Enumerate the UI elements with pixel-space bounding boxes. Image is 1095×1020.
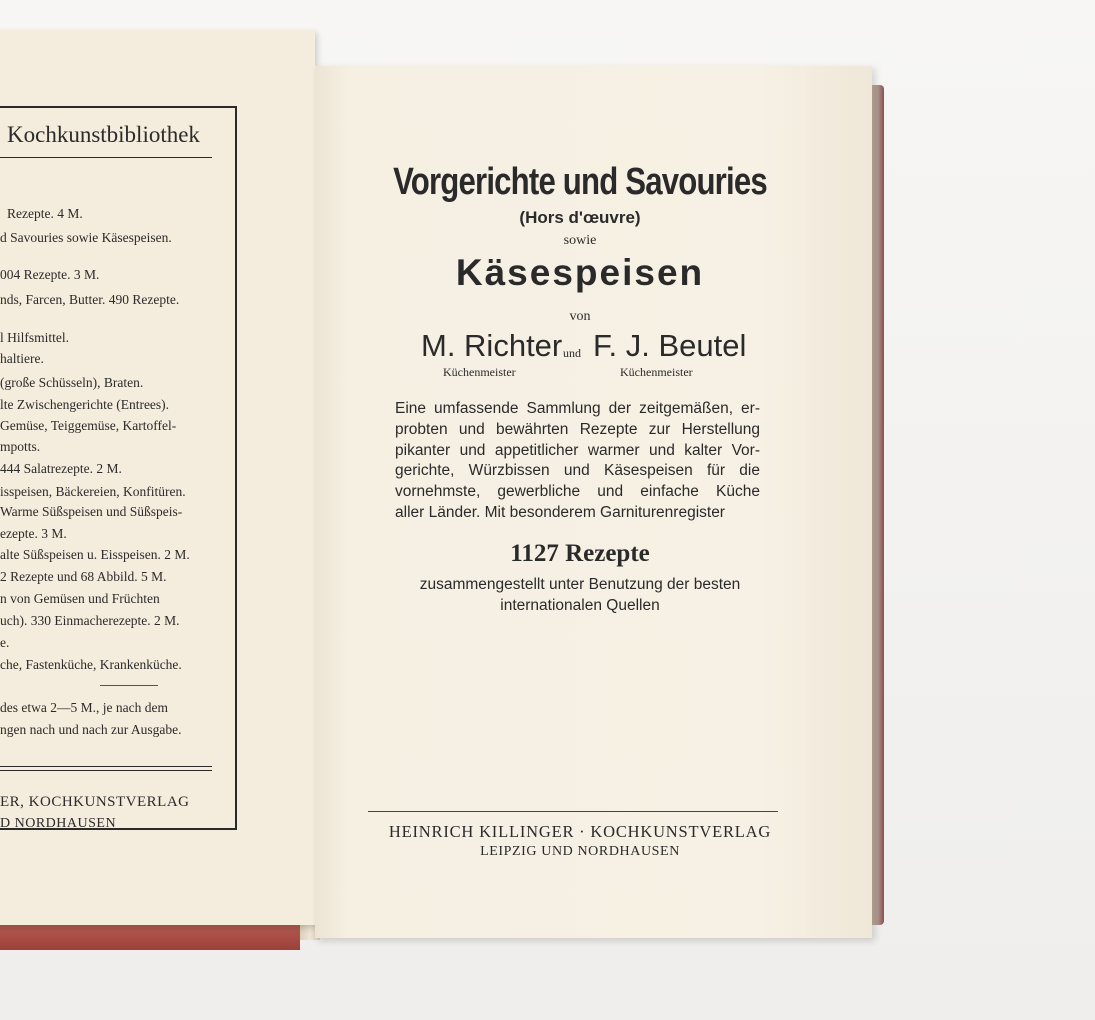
left-bottom-rule — [0, 766, 212, 767]
description-line: probten und bewährten Rezepte zur Herstellung — [395, 420, 760, 438]
left-line: Rezepte. 4 M. — [7, 206, 83, 221]
left-header-rule — [0, 157, 212, 158]
left-line: (große Schüsseln), Braten. — [0, 375, 144, 390]
left-line: nds, Farcen, Butter. 490 Rezepte. — [0, 292, 180, 307]
description-line: pikanter und appetitlicher warmer und kalter Vor- — [395, 441, 760, 459]
left-line: mpotts. — [0, 439, 41, 454]
compiled-line-1: zusammengestellt unter Benutzung der besten — [419, 576, 741, 593]
by-text: von — [569, 309, 591, 324]
left-location: D NORDHAUSEN — [0, 816, 117, 831]
left-line: isspeisen, Bäckereien, Konfitüren. — [0, 484, 186, 499]
left-line: des etwa 2—5 M., je nach dem — [0, 700, 168, 715]
left-line: Gemüse, Teiggemüse, Kartoffel- — [0, 418, 177, 433]
author-1-role: Küchenmeister — [443, 365, 516, 379]
left-line: Warme Süßspeisen und Süßspeis- — [0, 504, 183, 519]
publisher-name: HEINRICH KILLINGER · KOCHKUNSTVERLAG — [388, 822, 772, 841]
connector-text: sowie — [563, 233, 597, 248]
compiled-line-2: internationalen Quellen — [500, 597, 660, 614]
book-title: Vorgerichte und Savouries — [393, 161, 767, 203]
description-line: vornehmste, gewerbliche und einfache Küche — [395, 483, 760, 501]
publisher-rule — [368, 811, 778, 812]
description-line: Eine umfassende Sammlung der zeitgemäßen, er- — [395, 400, 760, 417]
left-line: uch). 330 Einmacherezepte. 2 M. — [0, 613, 180, 628]
right-page-title-page — [315, 66, 872, 938]
publisher-location: LEIPZIG UND NORDHAUSEN — [480, 844, 680, 859]
left-line: 2 Rezepte und 68 Abbild. 5 M. — [0, 569, 167, 584]
book-title-2: Käsespeisen — [455, 252, 705, 293]
author-1: M. Richter — [421, 328, 563, 363]
left-line: ezepte. 3 M. — [0, 526, 67, 541]
book-spine-right — [870, 85, 884, 925]
left-line: e. — [0, 635, 10, 650]
left-line: ngen nach und nach zur Ausgabe. — [0, 722, 182, 737]
left-line: che, Fastenküche, Krankenküche. — [0, 657, 182, 672]
author-joiner: und — [563, 346, 581, 360]
left-line: l Hilfsmittel. — [0, 330, 69, 345]
left-line: alte Süßspeisen u. Eisspeisen. 2 M. — [0, 547, 190, 562]
left-line: 444 Salatrezepte. 2 M. — [0, 461, 122, 476]
description-line: gerichte, Würzbissen und Käsespeisen für die — [395, 462, 760, 480]
left-line: n von Gemüsen und Früchten — [0, 591, 160, 606]
author-2: F. J. Beutel — [593, 328, 747, 363]
left-line: haltiere. — [0, 351, 44, 366]
left-line: lte Zwischengerichte (Entrees). — [0, 397, 170, 412]
left-publisher: ER, KOCHKUNSTVERLAG — [0, 794, 190, 810]
book-subtitle: (Hors d'œuvre) — [519, 208, 641, 227]
left-line: d Savouries sowie Käsespeisen. — [0, 230, 172, 245]
left-page — [0, 30, 315, 925]
recipe-count: 1127 Rezepte — [510, 540, 650, 567]
left-line: 004 Rezepte. 3 M. — [0, 267, 100, 282]
author-2-role: Küchenmeister — [620, 365, 693, 379]
book-description — [395, 399, 760, 524]
left-page-header: Kochkunstbibliothek — [7, 122, 200, 147]
left-bottom-rule-2 — [0, 770, 212, 771]
description-line: aller Länder. Mit besonderem Garniturenregister — [395, 503, 725, 521]
left-short-rule — [100, 685, 158, 686]
